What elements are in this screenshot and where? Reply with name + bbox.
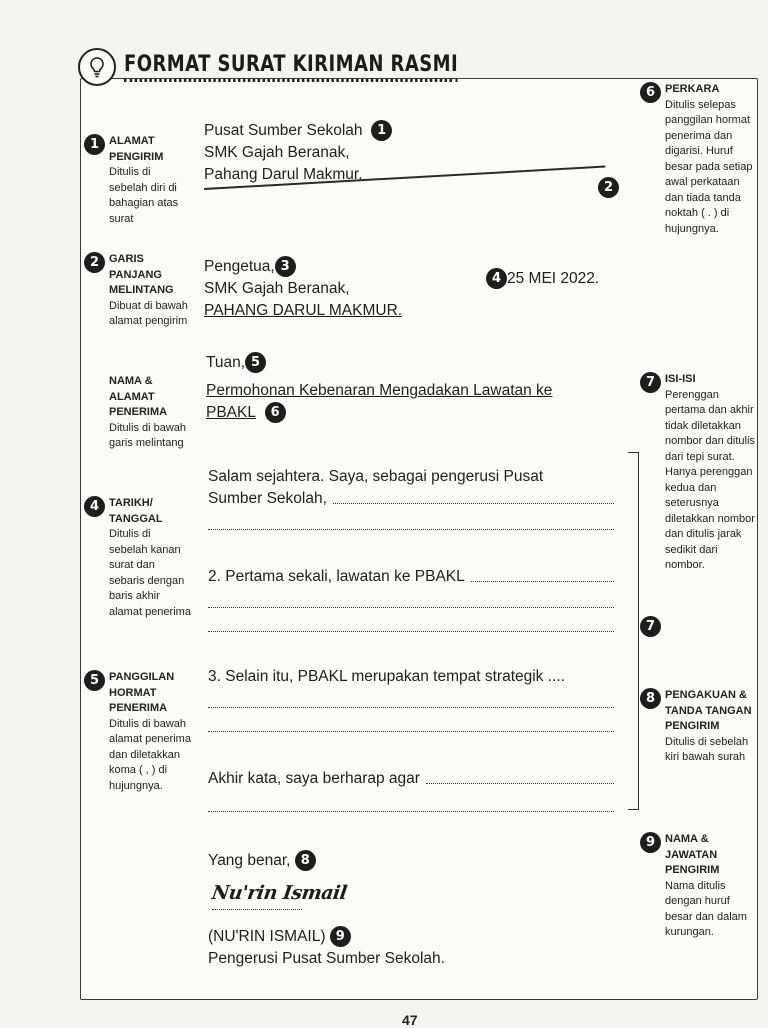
note-description: Ditulis di bawah alamat penerima dan diletakkan koma ( , ) di hujungnya. [109,717,191,792]
note-heading: PENGAKUAN & TANDA TANGAN PENGIRIM [665,689,752,732]
body-text: Akhir kata, saya berharap agar [208,770,420,787]
letter-date: 25 MEI 2022. [507,270,600,287]
number-badge: 2 [84,252,105,273]
body-bracket [628,452,639,810]
number-badge: 5 [245,352,266,373]
recipient-line: SMK Gajah Beranak, [204,280,350,297]
note-description: Ditulis di bawah garis melintang [109,421,187,449]
sender-line: SMK Gajah Beranak, [204,144,350,161]
closing: Yang benar, [208,852,291,869]
number-badge: 7 [640,616,661,637]
left-note-alamat-pengirim [84,134,192,227]
body-text: 3. Selain itu, PBAKL merupakan tempat strategik .... [208,668,565,685]
signature-block [212,882,347,910]
number-badge: 3 [275,256,296,277]
note-heading: ALAMAT PENGIRIM [109,135,164,163]
number-badge: 9 [640,832,661,853]
body-text: 2. Pertama sekali, lawatan ke PBAKL [208,568,465,585]
right-note-perkara [640,82,760,237]
note-heading: PANGGILAN HORMAT PENERIMA [109,671,175,714]
number-badge: 6 [640,82,661,103]
sender-line: Pusat Sumber Sekolah [204,122,363,139]
recipient-address [204,256,402,322]
body-text: Salam sejahtera. Saya, sebagai pengerusi Pusat [208,468,544,485]
subject-line: PBAKL [206,404,256,421]
recipient-line: Pengetua, [204,258,275,275]
note-description: Perenggan pertama dan akhir tidak diletakkan nombor dan ditulis dari tepi surat. Hanya perenggan kedua dan seterusnya diletakkan nombor dan ditulis jarak sedikit dari nombor. [665,388,755,571]
lightbulb-icon [78,48,116,86]
sender-name-block [208,926,445,970]
number-badge: 1 [371,120,392,141]
salutation-block [206,352,266,374]
number-badge: 4 [84,496,105,517]
recipient-line: PAHANG DARUL MAKMUR. [204,302,403,319]
number-badge: 5 [84,670,105,691]
number-badge: 6 [265,402,286,423]
sender-name: (NU'RIN ISMAIL) [208,928,326,945]
number-badge: 8 [640,688,661,709]
number-badge: 7 [640,372,661,393]
left-note-tarikh [84,496,192,620]
date-block [486,268,599,290]
title-block [78,48,531,86]
note-description: Nama ditulis dengan huruf besar dan dalam kurungan. [665,879,747,938]
note-heading: GARIS PANJANG MELINTANG [109,253,174,296]
sender-position: Pengerusi Pusat Sumber Sekolah. [208,950,445,967]
note-heading: NAMA & JAWATAN PENGIRIM [665,833,720,876]
paragraph-2 [208,566,614,632]
right-note-nama [640,832,760,941]
salutation: Tuan, [206,354,246,371]
note-heading: ISI-ISI [665,373,696,385]
subject-block [206,380,606,424]
note-description: Dibuat di bawah alamat pengirim [109,299,188,327]
note-description: Ditulis di sebelah diri di bahagian atas surat [109,166,179,225]
right-note-isi [640,372,760,574]
number-badge: 4 [486,268,507,289]
number-badge: 8 [295,850,316,871]
left-note-panggilan [84,670,192,794]
right-note-pengakuan [640,688,760,766]
note-heading: NAMA & ALAMAT PENERIMA [109,375,168,418]
signature: Nu'rin Ismail [210,882,349,904]
subject-line: Permohonan Kebenaran Mengadakan Lawatan ke [206,382,553,399]
number-badge: 9 [330,926,351,947]
paragraph-4 [208,768,614,812]
page-number: 47 [402,1012,418,1028]
page-title: FORMAT SURAT KIRIMAN RASMI [124,52,458,82]
left-note-garis [84,252,192,330]
left-note-penerima [84,374,217,452]
note-description: Ditulis selepas panggilan hormat penerima dan digarisi. Huruf besar pada setiap awal perkataan dan tiada tanda noktah ( . ) di hujungnya. [665,98,753,235]
body-text: Sumber Sekolah, [208,490,327,507]
sender-line: Pahang Darul Makmur. [204,166,363,183]
note-heading: PERKARA [665,83,720,95]
number-badge: 2 [598,177,619,198]
note-description: Ditulis di sebelah kiri bawah surah [665,735,749,763]
paragraph-3 [208,666,614,732]
closing-block [208,850,316,872]
sender-address [204,120,392,186]
note-description: Ditulis di sebelah kanan surat dan sebaris dengan baris akhir alamat penerima [109,528,191,618]
number-badge: 1 [84,134,105,155]
paragraph-1 [208,466,614,530]
note-heading: TARIKH/ TANGGAL [109,497,163,525]
